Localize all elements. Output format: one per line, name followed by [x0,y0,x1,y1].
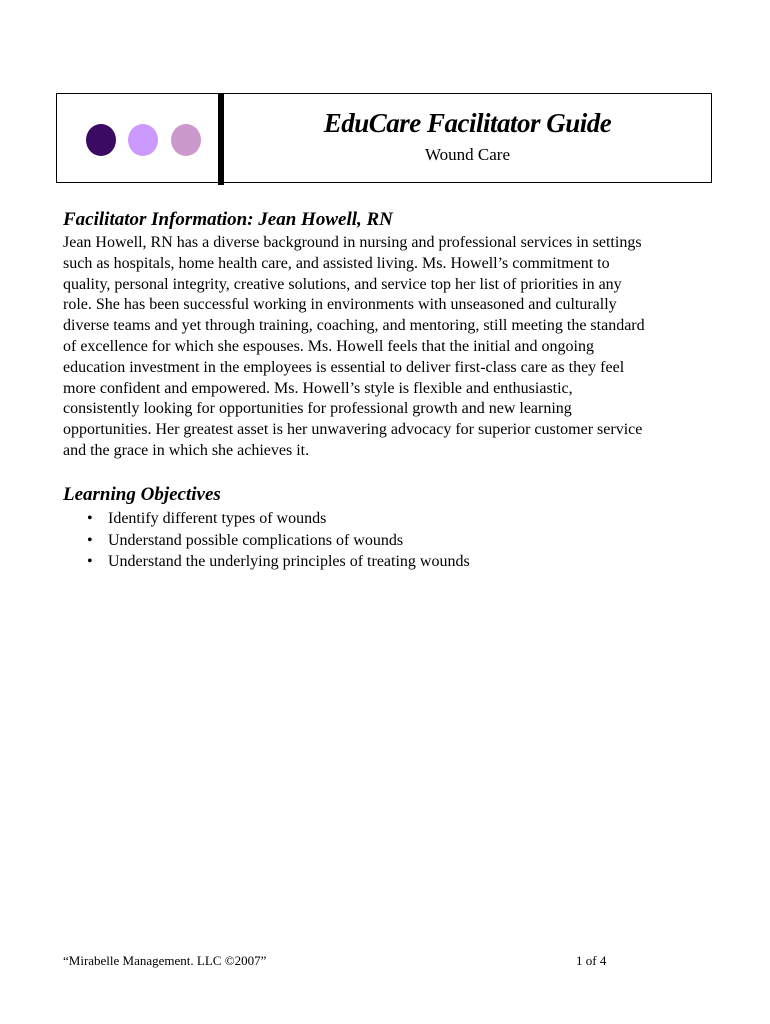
bio-line: quality, personal integrity, creative solutions, and service top her list of priorities in any [63,275,622,293]
bio-line: consistently looking for opportunities for professional growth and new learning [63,400,572,418]
bio-line: education investment in the employees is essential to deliver first-class care as they feel [63,358,625,376]
bio-line: diverse teams and yet through training, coaching, and mentoring, still meeting the standard [63,317,645,335]
list-item [63,530,703,552]
footer-page-number: 1 of 4 [576,953,607,968]
facilitator-bio [63,233,713,462]
objectives-heading: Learning Objectives [63,484,221,505]
decorative-dot-dark-purple [86,124,116,156]
bio-line: of excellence for which she espouses. Ms. Howell feels that the initial and ongoing [63,337,594,355]
bio-line: Jean Howell, RN has a diverse background in nursing and professional services in settings [63,234,642,251]
bio-line: role. She has been successful working in environments with unseasoned and culturally [63,296,617,314]
facilitator-heading: Facilitator Information: Jean Howell, RN [63,209,393,230]
list-item [63,551,703,573]
footer-copyright: “Mirabelle Management. LLC ©2007” [63,953,267,968]
bio-line: such as hospitals, home health care, and assisted living. Ms. Howell’s commitment to [63,254,610,272]
list-item [63,508,703,530]
decorative-dot-mauve [171,124,201,156]
bullet-icon: • [87,510,93,527]
bio-line: opportunities. Her greatest asset is her unwavering advocacy for superior customer service [63,421,643,439]
objective-text: Understand the underlying principles of treating wounds [108,553,470,570]
objective-text: Understand possible complications of wounds [108,531,404,549]
bullet-icon: • [87,531,93,549]
decorative-dot-lavender [128,124,158,156]
objective-text: Identify different types of wounds [108,510,327,527]
bio-line: more confident and empowered. Ms. Howell’s style is flexible and enthusiastic, [63,379,573,397]
document-subtitle: Wound Care [424,145,511,164]
objectives-list [63,508,703,573]
bio-line: and the grace in which she achieves it. [63,441,310,459]
header-divider-bar [218,93,224,185]
document-title: EduCare Facilitator Guide [323,108,612,138]
bullet-icon: • [87,553,93,570]
header-box [56,93,712,183]
